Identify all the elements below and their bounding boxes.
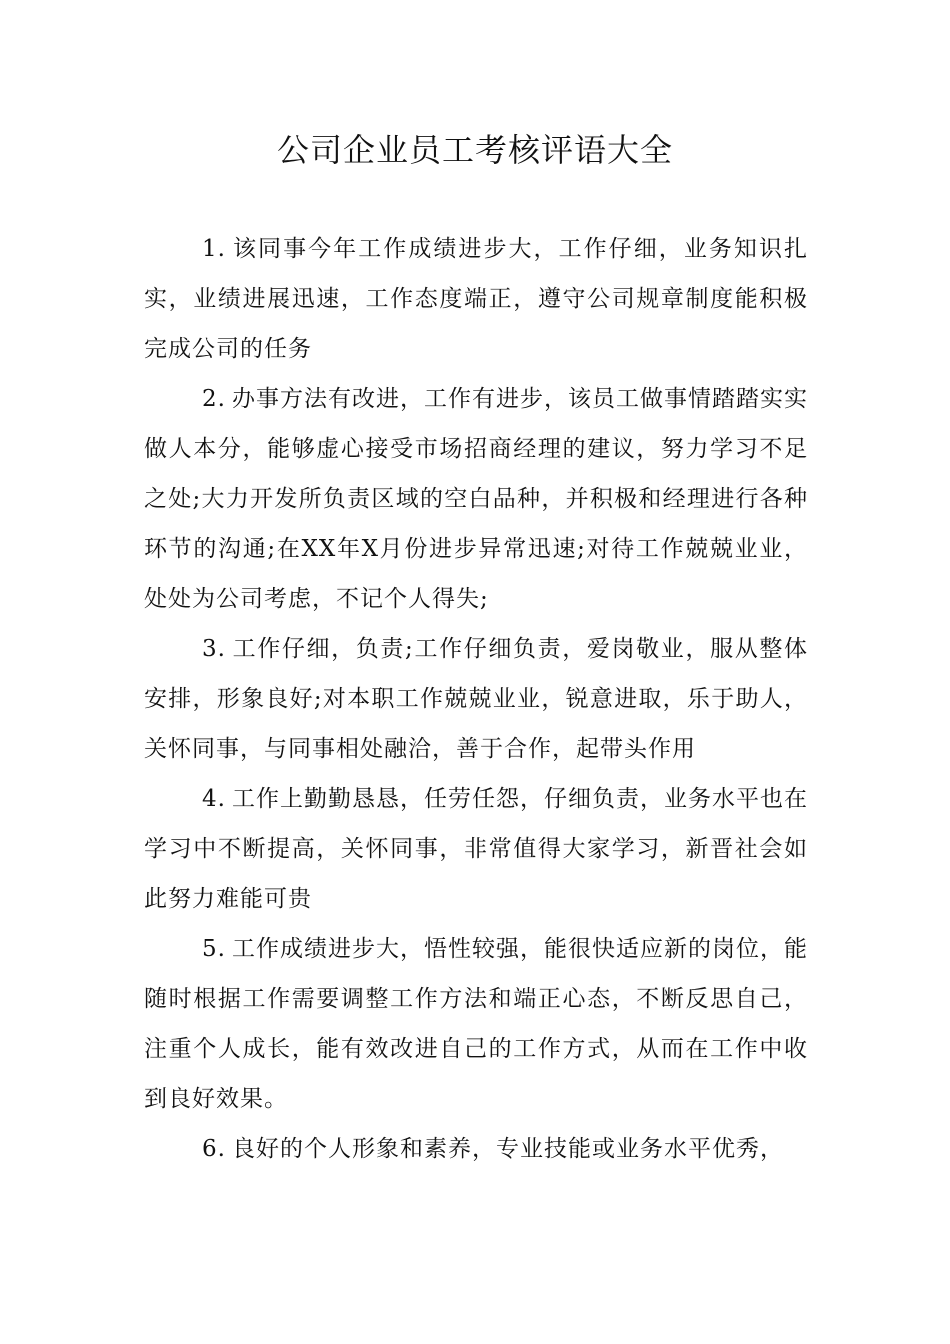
paragraph-text: 办事方法有改进，工作有进步，该员工做事情踏踏实实做人本分，能够虚心接受市场招商经理的建议，努力学习不足之处;大力开发所负责区域的空白品种，并积极和经理进行各种环节的沟通;在XX年X月份进步异常迅速;对待工作兢兢业业，处处为公司考虑，不记个人得失; — [144, 386, 808, 612]
paragraph-6 — [144, 1124, 808, 1174]
paragraph-text: 良好的个人形象和素养，专业技能或业务水平优秀， — [231, 1136, 784, 1162]
paragraph-number: 6. — [202, 1136, 226, 1162]
paragraph-number: 1. — [202, 236, 226, 262]
paragraph-text: 工作上勤勤恳恳，任劳任怨，仔细负责，业务水平也在学习中不断提高，关怀同事，非常值得大家学习，新晋社会如此努力难能可贵 — [144, 786, 808, 912]
paragraph-5 — [144, 924, 808, 1124]
paragraph-4 — [144, 774, 808, 924]
paragraph-text: 工作仔细，负责;工作仔细负责，爱岗敬业，服从整体安排，形象良好;对本职工作兢兢业业，锐意进取，乐于助人，关怀同事，与同事相处融洽，善于合作，起带头作用 — [144, 636, 808, 762]
paragraph-text: 该同事今年工作成绩进步大，工作仔细，业务知识扎实，业绩进展迅速，工作态度端正，遵守公司规章制度能积极完成公司的任务 — [144, 236, 808, 362]
paragraph-text: 工作成绩进步大，悟性较强，能很快适应新的岗位，能随时根据工作需要调整工作方法和端正心态，不断反思自己，注重个人成长，能有效改进自己的工作方式，从而在工作中收到良好效果。 — [144, 936, 808, 1112]
paragraph-number: 2. — [202, 386, 226, 412]
document-title: 公司企业员工考核评语大全 — [276, 131, 673, 169]
paragraph-1 — [144, 224, 808, 374]
paragraph-number: 3. — [202, 636, 226, 662]
paragraph-2 — [144, 374, 808, 624]
paragraph-number: 4. — [202, 786, 226, 812]
document-body — [144, 224, 808, 1174]
paragraph-3 — [144, 624, 808, 774]
paragraph-number: 5. — [202, 936, 226, 962]
